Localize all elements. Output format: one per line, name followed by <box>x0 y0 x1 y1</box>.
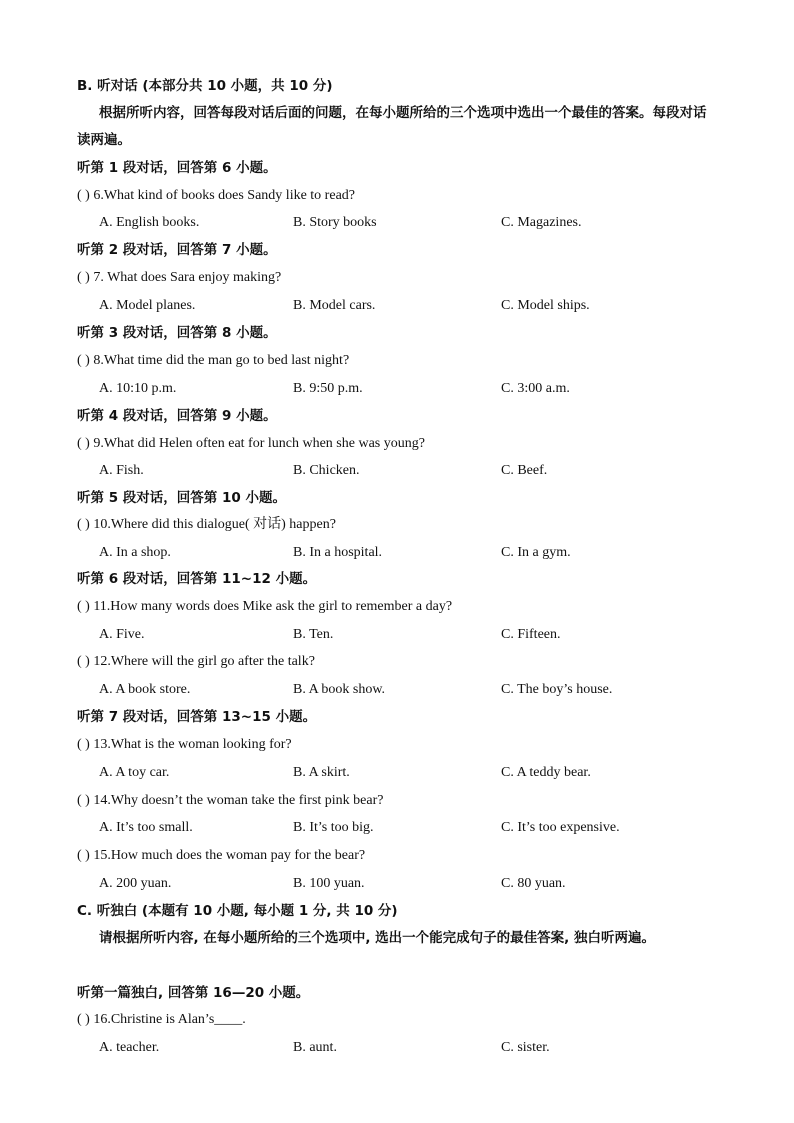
option-b: B. 9:50 p.m. <box>293 381 363 396</box>
option-c: C. Magazines. <box>501 215 582 230</box>
option-a: A. In a shop. <box>99 545 171 560</box>
option-a: A. English books. <box>99 215 200 230</box>
option-c: C. In a gym. <box>501 545 571 560</box>
option-b: B. A book show. <box>293 682 386 697</box>
option-a: A. It’s too small. <box>99 820 193 835</box>
dialogue-title: 听第 3 段对话，回答第 8 小题。 <box>77 325 277 341</box>
dialogue-title: 听第 6 段对话，回答第 11~12 小题。 <box>77 571 317 587</box>
option-a: A. 200 yuan. <box>99 876 172 891</box>
option-a: A. 10:10 p.m. <box>99 381 177 396</box>
option-c: C. The boy’s house. <box>501 682 613 697</box>
option-a: A. teacher. <box>99 1040 160 1055</box>
question-stem: ( ) 6.What kind of books does Sandy like to read? <box>77 188 355 203</box>
option-a: A. Model planes. <box>99 298 196 313</box>
question-stem: ( ) 14.Why doesn’t the woman take the first pink bear? <box>77 793 384 808</box>
dialogue-title: 听第 2 段对话，回答第 7 小题。 <box>77 242 277 258</box>
option-b: B. Ten. <box>293 627 334 642</box>
passage-title: 听第一篇独白, 回答第 16—20 小题。 <box>77 985 310 1001</box>
option-b: B. Model cars. <box>293 298 376 313</box>
question-stem: ( ) 13.What is the woman looking for? <box>77 737 292 752</box>
option-c: C. A teddy bear. <box>501 765 591 780</box>
question-stem: ( ) 10.Where did this dialogue( 对话) happen? <box>77 517 336 532</box>
option-b: B. 100 yuan. <box>293 876 365 891</box>
question-stem: ( ) 11.How many words does Mike ask the girl to remember a day? <box>77 599 453 614</box>
dialogue-title: 听第 1 段对话，回答第 6 小题。 <box>77 160 277 176</box>
option-b: B. Chicken. <box>293 463 360 478</box>
question-stem: ( ) 7. What does Sara enjoy making? <box>77 270 282 285</box>
option-c: C. Fifteen. <box>501 627 561 642</box>
option-a: A. A book store. <box>99 682 191 697</box>
question-stem: ( ) 15.How much does the woman pay for the bear? <box>77 848 366 863</box>
option-b: B. A skirt. <box>293 765 350 780</box>
section-c-instruction: 请根据所听内容, 在每小题所给的三个选项中, 选出一个能完成句子的最佳答案, 独白听两遍。 <box>99 930 655 946</box>
section-b-heading: B. 听对话 (本部分共 10 小题，共 10 分) <box>77 78 333 94</box>
option-c: C. Model ships. <box>501 298 590 313</box>
option-a: A. Fish. <box>99 463 144 478</box>
dialogue-title: 听第 4 段对话，回答第 9 小题。 <box>77 408 277 424</box>
option-c: C. It’s too expensive. <box>501 820 620 835</box>
option-c: C. sister. <box>501 1040 550 1055</box>
option-b: B. Story books <box>293 215 377 230</box>
option-c: C. Beef. <box>501 463 548 478</box>
dialogue-title: 听第 5 段对话，回答第 10 小题。 <box>77 490 286 506</box>
section-c-heading: C. 听独白 (本题有 10 小题, 每小题 1 分, 共 10 分) <box>77 903 398 919</box>
section-b-instruction: 根据所听内容，回答每段对话后面的问题，在每小题所给的三个选项中选出一个最佳的答案。每段对话读两遍。 <box>77 105 707 148</box>
option-b: B. aunt. <box>293 1040 337 1055</box>
dialogue-title: 听第 7 段对话，回答第 13~15 小题。 <box>77 709 317 725</box>
question-stem: ( ) 12.Where will the girl go after the talk? <box>77 654 315 669</box>
option-b: B. It’s too big. <box>293 820 374 835</box>
option-a: A. Five. <box>99 627 145 642</box>
question-stem: ( ) 16.Christine is Alan’s____. <box>77 1012 246 1027</box>
question-stem: ( ) 8.What time did the man go to bed last night? <box>77 353 350 368</box>
option-c: C. 3:00 a.m. <box>501 381 570 396</box>
option-c: C. 80 yuan. <box>501 876 566 891</box>
option-a: A. A toy car. <box>99 765 170 780</box>
option-b: B. In a hospital. <box>293 545 383 560</box>
question-stem: ( ) 9.What did Helen often eat for lunch when she was young? <box>77 436 425 451</box>
